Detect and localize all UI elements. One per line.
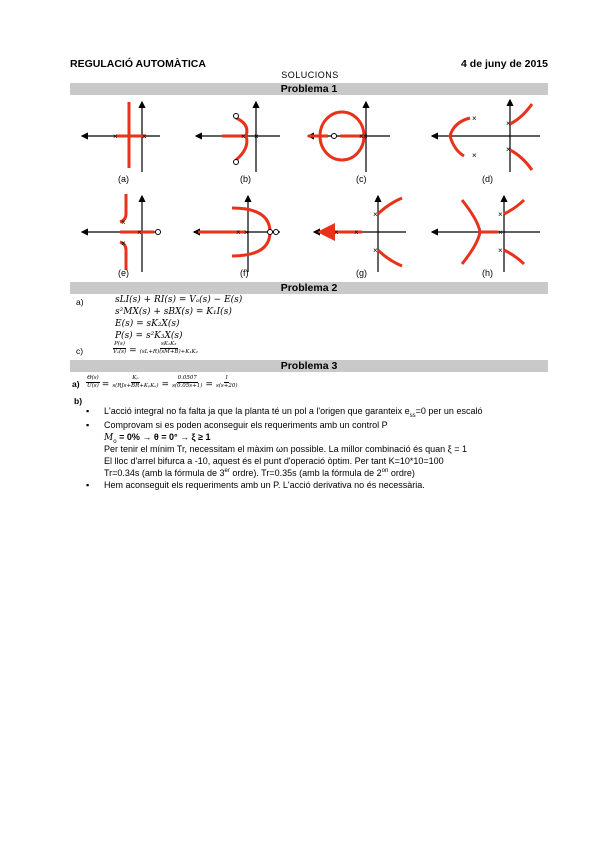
p2-c-rhs-num: sK₁K₃: [161, 341, 177, 348]
line-5b: ordre). Tr=0.35s (amb la fórmula de 2: [229, 468, 382, 478]
bullet-1-text: [104, 406, 482, 419]
p2-c-lhs-den: Vₐ(s): [113, 349, 127, 356]
svg-text:×: ×: [241, 132, 246, 141]
course-title: REGULACIÓ AUTOMÀTICA: [70, 58, 206, 70]
bullet-1-main: L'acció integral no fa falta ja que la planta té un pol a l'origen que garanteix e: [104, 406, 410, 416]
bullet-1-sub: ss: [409, 412, 416, 419]
bullet-3-text: Hem aconseguit els requeriments amb un P. L'acció derivativa no és necessària.: [104, 480, 425, 490]
svg-text:×: ×: [334, 228, 339, 237]
mo-rest: = 0% → θ = 0° → ξ ≥ 1: [116, 432, 211, 442]
p3-a-equation: a) $\frac{\Theta(s)}{U(s)}$ = $\frac{\text{Kₚ}}{\text{s(RJs+BR+KₚKₑ)}}$ = $\frac{0.0507}{s(0.05s+1)}$ = $\frac{1}{s(s+20)}$: [72, 375, 238, 390]
problem1-title: Problema 1: [70, 83, 548, 95]
p3-a-f2-num: 0.0507: [177, 375, 197, 382]
problem2-title: Problema 2: [70, 282, 548, 294]
p2-eq4: P(s) = s²K₃X(s): [115, 331, 183, 341]
label-g: (g): [356, 268, 367, 278]
label-b: (b): [240, 174, 251, 184]
svg-text:×: ×: [498, 246, 503, 255]
svg-text:×: ×: [113, 132, 118, 141]
locus-f: [194, 196, 280, 272]
p3-b-label: b): [74, 396, 83, 406]
svg-text:×: ×: [472, 114, 477, 123]
p3-a-lhs-num: Θ(s): [87, 375, 99, 382]
locus-h: [432, 196, 540, 272]
p3-a-f2-den: s(0.05s+1): [172, 383, 203, 390]
locus-b: [196, 102, 280, 172]
mo-sub: o: [113, 438, 117, 445]
svg-text:×: ×: [498, 210, 503, 219]
line-5: [104, 468, 415, 478]
root-locus-figures: [70, 96, 548, 280]
mo-symbol: M: [104, 433, 114, 443]
p2-eq3: E(s) = sK₂X(s): [115, 319, 180, 329]
svg-text:×: ×: [354, 228, 359, 237]
bullet-3-marker: ▪: [86, 480, 90, 490]
bullet-1-end: =0 per un escaló: [415, 406, 483, 416]
locus-g: [314, 196, 406, 272]
label-h: (h): [482, 268, 493, 278]
svg-text:×: ×: [121, 239, 126, 248]
locus-d: [432, 100, 540, 172]
bullet-2-marker: ▪: [86, 420, 90, 430]
svg-text:×: ×: [363, 132, 368, 141]
label-a: (a): [118, 174, 129, 184]
svg-text:×: ×: [506, 145, 511, 154]
p2-eq2: s²MX(s) + sBX(s) = K₁I(s): [115, 307, 232, 317]
bullet-1-marker: ▪: [86, 406, 90, 416]
p2-c-label: c): [76, 346, 84, 356]
p2-eq1: sLI(s) + RI(s) = Vₐ(s) − E(s): [115, 295, 243, 305]
line-5a: Tr=0.34s (amb la fórmula de 3: [104, 468, 225, 478]
p3-a-f3-num: 1: [224, 375, 229, 382]
svg-text:×: ×: [359, 132, 364, 141]
line-5-sup1: er: [224, 468, 230, 474]
p3-a-label: a): [72, 379, 80, 389]
problem3-title: Problema 3: [70, 360, 548, 372]
svg-text:×: ×: [244, 228, 249, 237]
svg-text:×: ×: [254, 132, 259, 141]
line-3: Per tenir el mínim Tr, necessitam el màxim ωn possible. La millor combinació és quan ξ = 1: [104, 444, 467, 454]
svg-text:×: ×: [472, 151, 477, 160]
p3-a-f1-num: Kₚ: [132, 375, 139, 382]
svg-text:×: ×: [236, 228, 241, 237]
svg-text:×: ×: [142, 132, 147, 141]
svg-text:×: ×: [121, 218, 126, 227]
p3-a-lhs-den: U(s): [87, 383, 99, 390]
svg-text:×: ×: [498, 228, 503, 237]
line-4: El lloc d'arrel bifurca a -10, aquest és el punt d'operació òptim. Per tant K=10*10=100: [104, 456, 444, 466]
locus-a: [82, 102, 160, 172]
exam-date: 4 de juny de 2015: [461, 58, 548, 70]
p2-a-label: a): [76, 297, 84, 307]
p2-c-lhs-num: P(s): [114, 341, 125, 348]
locus-e: [82, 194, 161, 272]
svg-text:×: ×: [137, 228, 142, 237]
bullet-2-text: Comprovam si es poden aconseguir els requeriments amb un control P: [104, 420, 388, 430]
p2-c-equation: $\frac{P(s)}{\text{Vₐ(s)}}$ = $\frac{\text{sK₁K₃}}{\text{(sL+R)(sM+B)+K₁K₂}}$: [113, 341, 198, 356]
subtitle: SOLUCIONS: [281, 70, 339, 80]
svg-text:×: ×: [506, 119, 511, 128]
label-e: (e): [118, 268, 129, 278]
line-5c: ordre): [388, 468, 415, 478]
line-5-sup2: on: [381, 468, 389, 474]
label-f: (f): [240, 268, 249, 278]
svg-text:×: ×: [373, 210, 378, 219]
label-d: (d): [482, 174, 493, 184]
svg-text:×: ×: [373, 246, 378, 255]
p2-c-rhs-den: (sL+R)(sM+B)+K₁K₂: [139, 349, 198, 356]
locus-c: [308, 102, 390, 172]
p3-a-f3-den: s(s+20): [215, 383, 238, 390]
p3-a-f1-den: s(RJs+BR+KₚKₑ): [112, 383, 159, 390]
overshoot-line: [104, 432, 211, 445]
label-c: (c): [356, 174, 367, 184]
